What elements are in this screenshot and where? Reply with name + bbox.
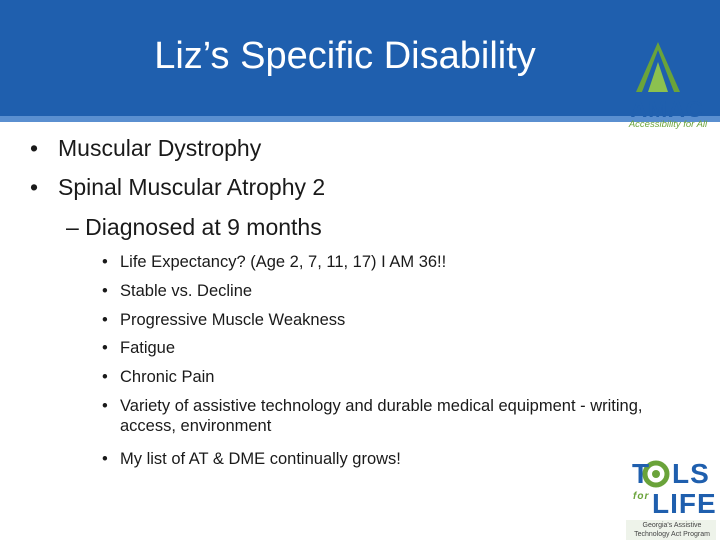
bullet-marker: •: [102, 339, 108, 357]
bullet-marker: •: [102, 368, 108, 386]
list-item-text: Fatigue: [120, 339, 176, 357]
tools-for-life-subtitle-2: Technology Act Program: [634, 531, 710, 538]
list-item-text: Variety of assistive technology and durable medical equipment - writing, access, environment: [120, 397, 643, 435]
bullet-marker: •: [30, 135, 39, 161]
sub-bullet-text: – Diagnosed at 9 months: [66, 214, 322, 240]
list-item-text: Chronic Pain: [120, 368, 215, 386]
bullet-marker: •: [30, 174, 39, 200]
bullet-marker: •: [102, 282, 108, 300]
tools-for-life-for: for: [633, 491, 650, 502]
tools-for-life-subtitle-1: Georgia's Assistive: [642, 522, 702, 529]
list-item-text: My list of AT & DME continually grows!: [120, 450, 401, 468]
amac-tagline: Accessibility for All: [628, 119, 708, 130]
bullet-marker: •: [102, 253, 108, 271]
bullet-marker: •: [102, 397, 108, 415]
tools-for-life-t: T: [632, 458, 651, 489]
bullet-text: Muscular Dystrophy: [58, 135, 262, 161]
amac-logo-text: AMAC: [630, 96, 704, 122]
list-item-text: Life Expectancy? (Age 2, 7, 11, 17) I AM 36!!: [120, 253, 447, 271]
slide-title: Liz’s Specific Disability: [154, 35, 536, 77]
bullet-marker: •: [102, 311, 108, 329]
list-item-text: Progressive Muscle Weakness: [120, 311, 346, 329]
title-bar-underline: [0, 116, 720, 122]
bullet-marker: •: [102, 450, 108, 468]
bullet-text: Spinal Muscular Atrophy 2: [58, 174, 326, 200]
list-item-text: Stable vs. Decline: [120, 282, 253, 300]
tools-for-life-life: LIFE: [652, 488, 717, 519]
tools-for-life-ls: LS: [672, 458, 710, 489]
